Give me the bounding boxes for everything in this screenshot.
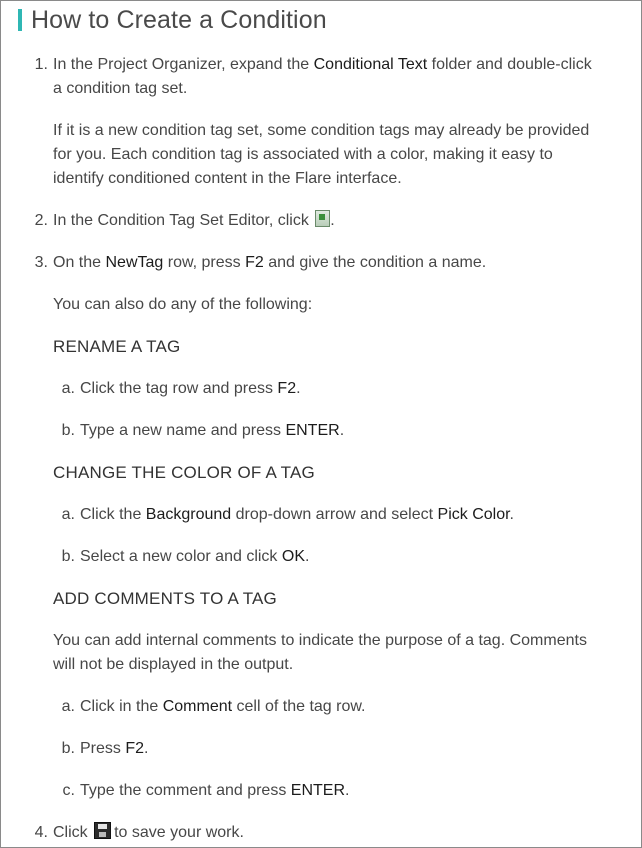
ui-term: NewTag (105, 254, 164, 271)
step-text: Click (53, 824, 93, 841)
step-text: drop-down arrow and select (231, 506, 438, 523)
step-text: . (339, 422, 345, 439)
step-text: row, press (163, 254, 246, 271)
heading-accent-bar (18, 9, 22, 31)
step-text: On the (53, 254, 106, 271)
step-text: . (509, 506, 514, 523)
step-text: . (144, 740, 149, 757)
step-number: 4. (34, 824, 48, 841)
step-text: Click in the (80, 698, 163, 715)
ui-term: Comment (162, 698, 233, 715)
substep-label: b. (61, 422, 75, 439)
substep-text (80, 695, 365, 719)
note-line: If it is a new condition tag set, some condition tags may already be provided (53, 122, 590, 139)
note-line: identify conditioned content in the Flare interface. (53, 170, 402, 187)
step-1-line-2: a condition tag set. (53, 80, 188, 97)
step-text: Click the tag row and press (80, 380, 278, 397)
key-name: F2 (245, 254, 264, 271)
step-text: and give the condition a name. (263, 254, 487, 271)
note-line: for you. Each condition tag is associated with a color, making it easy to (53, 146, 553, 163)
substep-label: a. (61, 380, 75, 397)
substep-label: c. (62, 782, 75, 799)
new-tag-icon (315, 210, 330, 227)
key-name: F2 (277, 380, 297, 397)
step-text: Type the comment and press (80, 782, 291, 799)
step-2-text (53, 209, 335, 233)
substep-label: a. (61, 506, 75, 523)
step-text: . (345, 782, 350, 799)
substep-text (80, 377, 301, 401)
substep-label: a. (61, 698, 75, 715)
step-text: In the Condition Tag Set Editor, click (53, 212, 314, 229)
step-number: 3. (34, 254, 48, 271)
ui-term: Pick Color (437, 506, 510, 523)
intro-line: You can also do any of the following: (53, 296, 313, 313)
step-text: cell of the tag row. (232, 698, 366, 715)
substep-text (80, 545, 309, 569)
key-name: ENTER (285, 422, 340, 439)
comments-paragraph-line: You can add internal comments to indicate the purpose of a tag. Comments (53, 632, 587, 649)
save-icon (94, 822, 111, 839)
step-3-text (53, 251, 486, 275)
substep-label: b. (61, 548, 75, 565)
step-number: 2. (34, 212, 48, 229)
ui-term: Background (145, 506, 232, 523)
section-title-color: CHANGE THE COLOR OF A TAG (53, 463, 315, 482)
substep-label: b. (61, 740, 75, 757)
comments-paragraph-line: will not be displayed in the output. (53, 656, 294, 673)
step-text: . (305, 548, 310, 565)
substep-text (80, 737, 148, 761)
substep-text (80, 779, 349, 803)
substep-text (80, 503, 514, 527)
ui-term: OK (281, 548, 305, 565)
page-title: How to Create a Condition (31, 5, 327, 34)
ui-term: Conditional Text (313, 56, 428, 73)
substep-text (80, 419, 344, 443)
step-text: Click the (80, 506, 146, 523)
step-text: to save your work. (114, 824, 244, 841)
step-text: In the Project Organizer, expand the (53, 56, 314, 73)
step-text: . (330, 212, 335, 229)
step-text: . (296, 380, 301, 397)
step-text: Press (80, 740, 126, 757)
key-name: F2 (125, 740, 145, 757)
topic-heading (18, 5, 327, 35)
section-title-comments: ADD COMMENTS TO A TAG (53, 589, 277, 608)
step-text: Type a new name and press (80, 422, 286, 439)
step-text: Select a new color and click (80, 548, 282, 565)
step-number: 1. (34, 56, 48, 73)
step-1-line-1 (53, 53, 592, 77)
step-4-text (53, 821, 244, 845)
key-name: ENTER (290, 782, 346, 799)
section-title-rename: RENAME A TAG (53, 337, 181, 356)
step-text: folder and double-click (427, 56, 592, 73)
